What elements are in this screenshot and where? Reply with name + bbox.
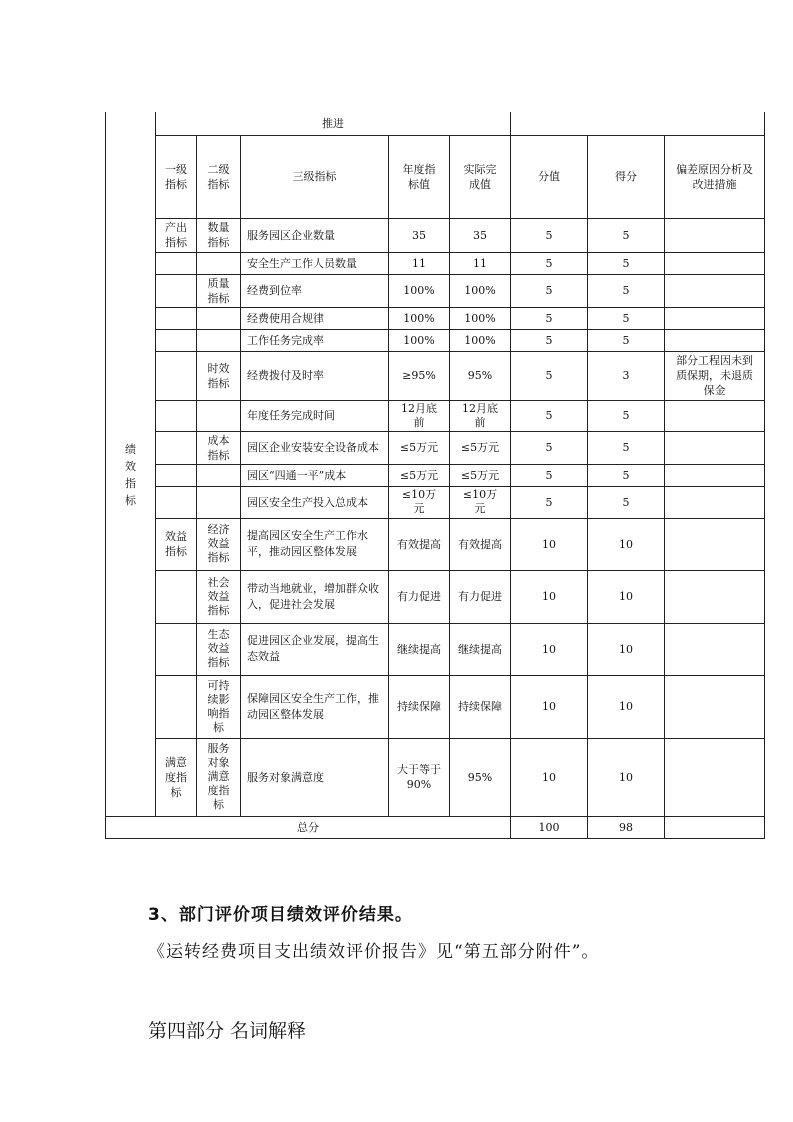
row-target — [389, 400, 450, 431]
level1-cell — [156, 252, 197, 274]
row-score: 5 — [511, 307, 588, 329]
level2-label: 服务对象满意度指标 — [207, 742, 230, 811]
row-target-text: 持续保障 — [397, 700, 441, 713]
level2-cell — [197, 431, 241, 464]
header-actual — [450, 135, 511, 218]
row-note — [665, 218, 765, 252]
row-score: 10 — [511, 570, 588, 623]
row-name: 服务对象满意度 — [241, 738, 389, 816]
table-row — [106, 486, 765, 518]
header-text: 一级指标 — [165, 162, 187, 191]
row-name: 园区安全生产投入总成本 — [241, 486, 389, 518]
row-actual: 100% — [450, 329, 511, 351]
row-note — [665, 464, 765, 486]
row-target-text: 有效提高 — [397, 537, 441, 551]
header-level2 — [197, 135, 241, 218]
row-actual — [450, 400, 511, 431]
level1-cell — [156, 307, 197, 329]
row-target: 100% — [389, 329, 450, 351]
level2-cell — [197, 307, 241, 329]
level1-cell — [156, 274, 197, 307]
row-note — [665, 623, 765, 675]
header-level3: 三级指标 — [241, 135, 389, 218]
row-note — [665, 738, 765, 816]
table-row — [106, 570, 765, 623]
row-score: 5 — [511, 486, 588, 518]
table-row — [106, 623, 765, 675]
row-actual: 35 — [450, 218, 511, 252]
level2-cell — [197, 623, 241, 675]
row-target-text: 大于等于90% — [397, 763, 441, 791]
row-note — [665, 307, 765, 329]
row-actual: 11 — [450, 252, 511, 274]
level1-cell — [156, 400, 197, 431]
row-note — [665, 274, 765, 307]
performance-table-wrapper — [105, 112, 764, 843]
row-target-text: 继续提高 — [397, 642, 441, 656]
row-target — [389, 486, 450, 518]
header-text: 实际完成值 — [463, 162, 497, 191]
row-actual: 95% — [450, 351, 511, 400]
row-target-text: ≤10万元 — [401, 488, 437, 515]
row-target: ≥95% — [389, 351, 450, 400]
level1-label: 效益指标 — [165, 530, 187, 558]
row-actual: ≤5万元 — [450, 464, 511, 486]
group-label: 绩效指标 — [125, 443, 136, 508]
table-row — [106, 400, 765, 431]
row-target — [389, 738, 450, 816]
level2-cell — [197, 570, 241, 623]
level2-label: 时效指标 — [207, 361, 230, 390]
row-note — [665, 570, 765, 623]
level1-cell — [156, 464, 197, 486]
row-actual — [450, 570, 511, 623]
row-target — [389, 623, 450, 675]
row-actual-text: 继续提高 — [458, 642, 503, 656]
header-text: 偏差原因分析及改进措施 — [676, 162, 754, 191]
table-row — [106, 675, 765, 738]
row-note — [665, 431, 765, 464]
row-got: 3 — [588, 351, 665, 400]
level1-cell — [156, 486, 197, 518]
row-actual — [450, 486, 511, 518]
row-score: 10 — [511, 675, 588, 738]
row-actual: 100% — [450, 274, 511, 307]
level2-cell — [197, 351, 241, 400]
row-got: 5 — [588, 274, 665, 307]
level2-cell — [197, 329, 241, 351]
row-name: 经费使用合规律 — [241, 307, 389, 329]
row-score: 5 — [511, 329, 588, 351]
row-target-text: 12月底前 — [401, 401, 437, 429]
level2-cell — [197, 675, 241, 738]
row-note — [665, 675, 765, 738]
row-got: 10 — [588, 623, 665, 675]
row-actual — [450, 623, 511, 675]
level2-label: 数量指标 — [207, 221, 230, 249]
total-note — [665, 816, 765, 838]
level1-cell — [156, 351, 197, 400]
row-target: ≤5万元 — [389, 431, 450, 464]
row-got: 10 — [588, 570, 665, 623]
table-row — [106, 307, 765, 329]
table-row — [106, 274, 765, 307]
header-text: 年度指标值 — [402, 162, 436, 191]
row-name: 安全生产工作人员数量 — [241, 252, 389, 274]
row-target: ≤5万元 — [389, 464, 450, 486]
header-got: 得分 — [588, 135, 665, 218]
row-score: 5 — [511, 431, 588, 464]
table-row — [106, 738, 765, 816]
table-row — [106, 218, 765, 252]
row-name: 保障园区安全生产工作，推动园区整体发展 — [241, 675, 389, 738]
row-got: 10 — [588, 675, 665, 738]
row-actual-text: ≤10万元 — [462, 488, 498, 515]
level1-cell — [156, 329, 197, 351]
row-name: 园区企业安装安全设备成本 — [241, 431, 389, 464]
row-score: 10 — [511, 623, 588, 675]
row-target: 11 — [389, 252, 450, 274]
total-label: 总分 — [106, 816, 511, 838]
row-got: 5 — [588, 431, 665, 464]
row-actual — [450, 675, 511, 738]
header-score: 分值 — [511, 135, 588, 218]
total-got: 98 — [588, 816, 665, 838]
row-note — [665, 329, 765, 351]
body-paragraph: 《运转经费项目支出绩效评价报告》见“第五部分附件”。 — [148, 942, 600, 962]
level2-label: 社会效益指标 — [207, 575, 230, 617]
level1-cell — [156, 518, 197, 570]
row-score: 5 — [511, 252, 588, 274]
row-target: 100% — [389, 307, 450, 329]
level1-cell — [156, 623, 197, 675]
row-note — [665, 252, 765, 274]
header-row — [106, 135, 765, 218]
table-row — [106, 329, 765, 351]
row-got: 5 — [588, 400, 665, 431]
row-got: 10 — [588, 518, 665, 570]
level2-cell — [197, 274, 241, 307]
level2-label: 成本指标 — [207, 433, 230, 462]
total-score: 100 — [511, 816, 588, 838]
table-row — [106, 351, 765, 400]
total-row — [106, 816, 765, 838]
row-actual-text: 有力促进 — [458, 590, 503, 603]
row-note — [665, 486, 765, 518]
level2-cell — [197, 518, 241, 570]
table-row — [106, 252, 765, 274]
level2-label: 可持续影响指标 — [207, 678, 230, 734]
part-title: 第四部分 名词解释 — [148, 1020, 307, 1042]
row-got: 5 — [588, 252, 665, 274]
row-got: 10 — [588, 738, 665, 816]
header-target — [389, 135, 450, 218]
row-name: 经费到位率 — [241, 274, 389, 307]
row-name: 促进园区企业发展，提高生态效益 — [241, 623, 389, 675]
row-score: 10 — [511, 738, 588, 816]
row-got: 5 — [588, 486, 665, 518]
table-row — [106, 464, 765, 486]
level2-label: 生态效益指标 — [207, 628, 230, 669]
table-cell — [106, 112, 156, 135]
row-actual-text: 持续保障 — [458, 700, 503, 713]
level1-label: 满意度指标 — [165, 755, 187, 799]
row-name: 工作任务完成率 — [241, 329, 389, 351]
row-target — [389, 518, 450, 570]
row-score: 5 — [511, 464, 588, 486]
row-actual: ≤5万元 — [450, 431, 511, 464]
row-actual — [450, 518, 511, 570]
header-text: 二级指标 — [207, 162, 230, 191]
row-note — [665, 518, 765, 570]
row-score: 5 — [511, 400, 588, 431]
level1-label: 产出指标 — [165, 221, 187, 249]
row-note — [665, 400, 765, 431]
level1-cell — [156, 675, 197, 738]
level2-label: 经济效益指标 — [207, 523, 230, 564]
row-got: 5 — [588, 329, 665, 351]
row-name: 经费拨付及时率 — [241, 351, 389, 400]
row-actual-text: 12月底前 — [462, 401, 499, 429]
level2-cell — [197, 252, 241, 274]
row-name: 带动当地就业，增加群众收入，促进社会发展 — [241, 570, 389, 623]
table-cell — [511, 112, 765, 135]
row-actual: 95% — [450, 738, 511, 816]
row-note-text: 部分工程因未到质保期，未退质保金 — [676, 354, 754, 397]
row-name: 服务园区企业数量 — [241, 218, 389, 252]
group-label-cell — [106, 135, 156, 816]
row-actual-text: 有效提高 — [458, 537, 503, 551]
row-note — [665, 351, 765, 400]
row-got: 5 — [588, 464, 665, 486]
top-row-text: 推进 — [156, 112, 511, 135]
row-actual: 100% — [450, 307, 511, 329]
row-got: 5 — [588, 218, 665, 252]
row-got: 5 — [588, 307, 665, 329]
row-target — [389, 570, 450, 623]
performance-indicator-table — [105, 112, 765, 839]
level2-cell — [197, 464, 241, 486]
row-target: 35 — [389, 218, 450, 252]
level2-cell — [197, 218, 241, 252]
row-name: 园区“四通一平”成本 — [241, 464, 389, 486]
row-target-text: 有力促进 — [397, 590, 441, 603]
level2-cell — [197, 486, 241, 518]
table-row — [106, 112, 765, 135]
header-note — [665, 135, 765, 218]
level2-label: 质量指标 — [207, 276, 230, 305]
row-name: 年度任务完成时间 — [241, 400, 389, 431]
level1-cell — [156, 218, 197, 252]
row-name: 提高园区安全生产工作水平，推动园区整体发展 — [241, 518, 389, 570]
row-score: 10 — [511, 518, 588, 570]
row-score: 5 — [511, 351, 588, 400]
section-heading: 3、部门评价项目绩效评价结果。 — [148, 905, 413, 925]
row-score: 5 — [511, 274, 588, 307]
table-row — [106, 431, 765, 464]
row-target — [389, 675, 450, 738]
row-target: 100% — [389, 274, 450, 307]
level1-cell — [156, 738, 197, 816]
level1-cell — [156, 570, 197, 623]
table-row — [106, 518, 765, 570]
header-level1 — [156, 135, 197, 218]
level2-cell — [197, 400, 241, 431]
level1-cell — [156, 431, 197, 464]
row-score: 5 — [511, 218, 588, 252]
level2-cell — [197, 738, 241, 816]
